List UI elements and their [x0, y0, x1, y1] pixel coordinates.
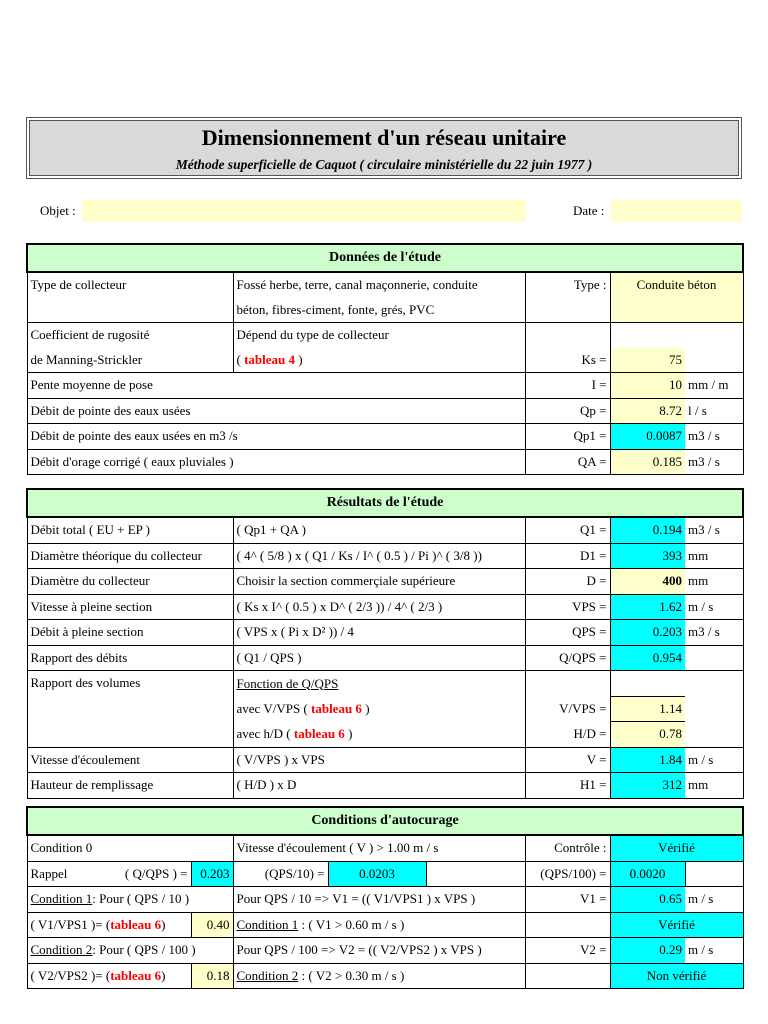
type-key: Type :: [525, 272, 610, 298]
c1-key: V1 =: [525, 887, 610, 913]
rugosite-value-blank: [610, 323, 685, 348]
c2-result: Non vérifié: [610, 963, 743, 989]
c2-value: 0.29: [610, 938, 685, 964]
v-label: Vitesse d'écoulement: [27, 747, 233, 773]
date-label: Date :: [573, 203, 605, 218]
qp-key: Qp =: [525, 398, 610, 424]
rappel-qps100-value: 0.0020: [610, 861, 685, 887]
donnees-header: Données de l'étude: [27, 244, 743, 272]
h1-formula: ( H/D ) x D: [233, 773, 525, 799]
hd-value[interactable]: 0.78: [610, 722, 685, 748]
q1-label: Débit total ( EU + EP ): [27, 517, 233, 543]
c0-result: Vérifié: [610, 835, 743, 861]
h1-unit: mm: [685, 773, 743, 799]
volumes-unit-blank: [685, 671, 743, 697]
rappel-qqps-label: ( Q/QPS ) =: [124, 865, 188, 881]
donnees-table: [26, 243, 744, 475]
d-label: Diamètre du collecteur: [27, 569, 233, 595]
ks-key: Ks =: [525, 348, 610, 373]
page-subtitle: Méthode superficielle de Caquot ( circulaire ministérielle du 22 juin 1977 ): [175, 157, 593, 172]
h1-label: Hauteur de remplissage: [27, 773, 233, 799]
rugosite-unit-blank: [685, 323, 743, 348]
hd-formula: avec h/D ( tableau 6 ): [233, 722, 525, 748]
c1-label: Condition 1: Pour ( QPS / 10 ): [27, 887, 233, 913]
volumes-label: Rapport des volumes: [27, 671, 233, 748]
qa-label: Débit d'orage corrigé ( eaux pluviales ): [27, 449, 525, 475]
vvps-key: V/VPS =: [525, 696, 610, 722]
d-unit: mm: [685, 569, 743, 595]
c0-key: Contrôle :: [525, 835, 610, 861]
qp1-unit: m3 / s: [685, 424, 743, 450]
tableau-6-ref: tableau 6: [110, 967, 162, 983]
rappel-qps10-label: (QPS/10) =: [233, 861, 328, 887]
rugosite-desc-1: Dépend du type de collecteur: [233, 323, 525, 348]
tableau-6-ref: tableau 6: [110, 916, 162, 932]
qqps-label: Rapport des débits: [27, 645, 233, 671]
d-value[interactable]: 400: [610, 569, 685, 595]
q1-value: 0.194: [610, 517, 685, 543]
d-formula: Choisir la section commerçiale supérieure: [233, 569, 525, 595]
qps-value: 0.203: [610, 620, 685, 646]
qa-unit: m3 / s: [685, 449, 743, 475]
qp1-label: Débit de pointe des eaux usées en m3 /s: [27, 424, 525, 450]
volumes-formula: Fonction de Q/QPS: [233, 671, 525, 697]
rappel-qps10-value: 0.0203: [328, 861, 426, 887]
rappel-label: Rappel: [30, 865, 68, 881]
v-unit: m / s: [685, 747, 743, 773]
c1-ratio-value[interactable]: 0.40: [191, 912, 233, 938]
c0-text: Vitesse d'écoulement ( V ) > 1.00 m / s: [233, 835, 525, 861]
c2-ratio-label: ( V2/VPS2 )= (tableau 6): [27, 963, 191, 989]
c2-check-blank: [525, 963, 610, 989]
d1-key: D1 =: [525, 543, 610, 569]
c2-label: Condition 2: Pour ( QPS / 100 ): [27, 938, 233, 964]
q1-formula: ( Qp1 + QA ): [233, 517, 525, 543]
vvps-unit: [685, 696, 743, 722]
v-key: V =: [525, 747, 610, 773]
c0-label: Condition 0: [27, 835, 233, 861]
pente-label: Pente moyenne de pose: [27, 373, 525, 399]
volumes-value-blank: [610, 671, 685, 697]
rugosite-label-2: de Manning-Strickler: [27, 348, 233, 373]
type-key-blank: [525, 298, 610, 323]
h1-key: H1 =: [525, 773, 610, 799]
vps-label: Vitesse à pleine section: [27, 594, 233, 620]
ks-unit: [685, 348, 743, 373]
qps-unit: m3 / s: [685, 620, 743, 646]
resultats-table: [26, 488, 744, 799]
qqps-value: 0.954: [610, 645, 685, 671]
c2-check: Condition 2 : ( V2 > 0.30 m / s ): [233, 963, 525, 989]
qp-unit: l / s: [685, 398, 743, 424]
volumes-key-blank: [525, 671, 610, 697]
type-collecteur-blank: [27, 298, 233, 323]
qqps-unit: [685, 645, 743, 671]
c2-text: Pour QPS / 100 => V2 = (( V2/VPS2 ) x VPS ): [233, 938, 525, 964]
d1-formula: ( 4^ ( 5/8 ) x ( Q1 / Ks / I^ ( 0.5 ) / Pi )^ ( 3/8 )): [233, 543, 525, 569]
vps-unit: m / s: [685, 594, 743, 620]
resultats-header: Résultats de l'étude: [27, 489, 743, 517]
hd-unit: [685, 722, 743, 748]
rugosite-key-blank: [525, 323, 610, 348]
vvps-value[interactable]: 1.14: [610, 696, 685, 722]
objet-field[interactable]: [82, 200, 526, 222]
c1-result: Vérifié: [610, 912, 743, 938]
vps-value: 1.62: [610, 594, 685, 620]
qp1-value: 0.0087: [610, 424, 685, 450]
rugosite-desc-2: ( tableau 4 ): [233, 348, 525, 373]
d1-label: Diamètre théorique du collecteur: [27, 543, 233, 569]
tableau-6-ref: tableau 6: [311, 700, 362, 716]
type-value[interactable]: Conduite béton: [610, 272, 743, 298]
q1-key: Q1 =: [525, 517, 610, 543]
c1-check-blank: [525, 912, 610, 938]
rappel-blank-end: [685, 861, 743, 887]
c2-key: V2 =: [525, 938, 610, 964]
rappel-blank: [426, 861, 525, 887]
d-key: D =: [525, 569, 610, 595]
type-collecteur-label: Type de collecteur: [27, 272, 233, 298]
qps-label: Débit à pleine section: [27, 620, 233, 646]
type-collecteur-desc-2: béton, fibres-ciment, fonte, grés, PVC: [233, 298, 525, 323]
v-value: 1.84: [610, 747, 685, 773]
qqps-formula: ( Q1 / QPS ): [233, 645, 525, 671]
v-formula: ( V/VPS ) x VPS: [233, 747, 525, 773]
c1-check: Condition 1 : ( V1 > 0.60 m / s ): [233, 912, 525, 938]
pente-value[interactable]: 10: [610, 373, 685, 399]
autocurage-header: Conditions d'autocurage: [27, 807, 743, 835]
vvps-formula: avec V/VPS ( tableau 6 ): [233, 696, 525, 722]
autocurage-table: [26, 806, 744, 989]
qps-formula: ( VPS x ( Pi x D² )) / 4: [233, 620, 525, 646]
vps-key: VPS =: [525, 594, 610, 620]
hd-key: H/D =: [525, 722, 610, 748]
type-collecteur-desc-1: Fossé herbe, terre, canal maçonnerie, conduite: [233, 272, 525, 298]
qa-value[interactable]: 0.185: [610, 449, 685, 475]
qqps-key: Q/QPS =: [525, 645, 610, 671]
rappel-row-label: [27, 861, 191, 887]
date-field[interactable]: [611, 200, 742, 222]
c1-value: 0.65: [610, 887, 685, 913]
h1-value: 312: [610, 773, 685, 799]
tableau-6-ref: tableau 6: [293, 726, 345, 741]
rugosite-label-1: Coefficient de rugosité: [27, 323, 233, 348]
page-title: Dimensionnement d'un réseau unitaire: [201, 125, 567, 150]
pente-unit: mm / m: [685, 373, 743, 399]
d1-unit: mm: [685, 543, 743, 569]
c2-unit: m / s: [685, 938, 743, 964]
vps-formula: ( Ks x I^ ( 0.5 ) x D^ ( 2/3 )) / 4^ ( 2/3 ): [233, 594, 525, 620]
rappel-qqps-value: 0.203: [191, 861, 233, 887]
pente-key: I =: [525, 373, 610, 399]
qp1-key: Qp1 =: [525, 424, 610, 450]
d1-value: 393: [610, 543, 685, 569]
tableau-4-ref: tableau 4: [244, 351, 296, 367]
ks-value[interactable]: 75: [610, 348, 685, 373]
q1-unit: m3 / s: [685, 517, 743, 543]
type-value-cont[interactable]: [610, 298, 743, 323]
qps-key: QPS =: [525, 620, 610, 646]
objet-label: Objet :: [40, 203, 76, 218]
qp-label: Débit de pointe des eaux usées: [27, 398, 525, 424]
qp-value[interactable]: 8.72: [610, 398, 685, 424]
c1-ratio-label: ( V1/VPS1 )= (tableau 6): [27, 912, 191, 938]
qa-key: QA =: [525, 449, 610, 475]
c1-unit: m / s: [685, 887, 743, 913]
c1-text: Pour QPS / 10 => V1 = (( V1/VPS1 ) x VPS ): [233, 887, 525, 913]
title-panel: [29, 120, 739, 176]
c2-ratio-value[interactable]: 0.18: [191, 963, 233, 989]
title-box: [26, 117, 742, 179]
rappel-qps100-label: (QPS/100) =: [525, 861, 610, 887]
